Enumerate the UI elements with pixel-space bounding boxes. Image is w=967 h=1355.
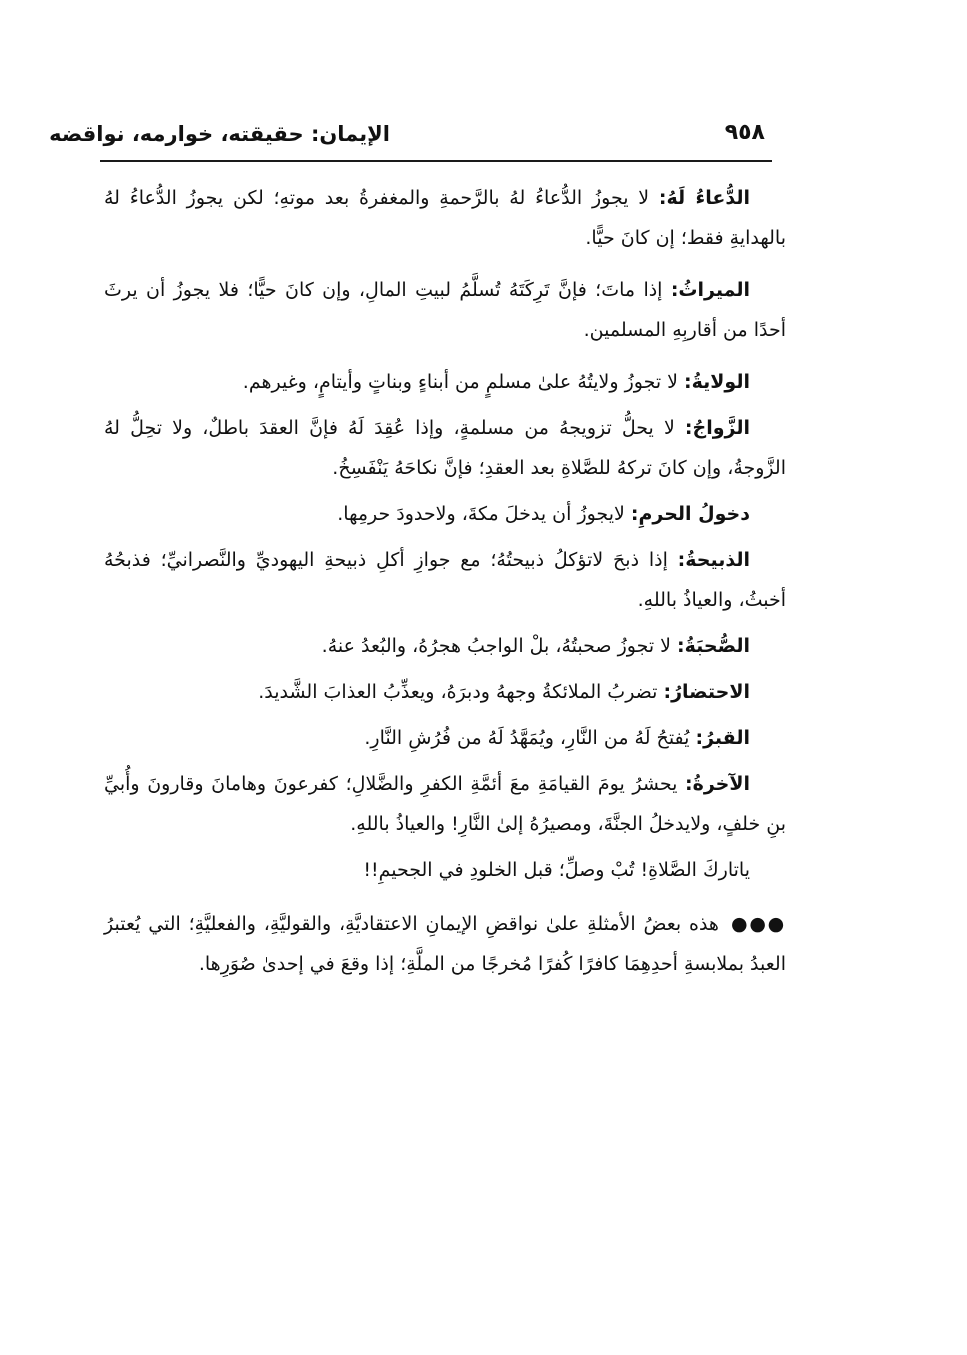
paragraph-text: يُفتحُ لَهُ من النَّارِ، ويُمَهَّدُ لَهُ من فُرُشِ النَّارِ. <box>364 727 696 749</box>
paragraph-term: الميراثُ: <box>670 279 750 301</box>
closing-text: هذه بعضُ الأمثلةِ علىٰ نواقضِ الإيمانِ الاعتقاديَّةِ، والقوليَّةِ، والفعليَّةِ؛ التي يُعتبرُ العبدُ بملابسةِ أحدِهِمَا كافرًا كُفرًا مُخرجًا من الملَّةِ؛ إذا وقعَ في إحدىٰ صُوَرِها. <box>104 913 786 975</box>
paragraph-text: إذا ماتَ؛ فإنَّ تَرِكَتَهُ تُسلَّمُ لبيتِ المالِ، وإن كانَ حيًّا؛ فلا يجوزُ أن يرثَ أحدًا من أقاربِهِ المسلمين. <box>104 279 786 341</box>
paragraph-marriage <box>104 408 786 488</box>
paragraph-text: لا يجوزُ الدُّعاءُ لهُ بالرَّحمةِ والمغفرةُ بعد موتهِ؛ لكن يجوزُ الدُّعاءُ لهُ بالهدايةِ فقط؛ إن كانَ حيًّا. <box>104 187 786 249</box>
paragraph-term: دخولُ الحرمِ: <box>630 503 750 525</box>
closing-paragraph <box>104 904 786 984</box>
paragraph-dua <box>104 178 786 258</box>
paragraph-term: القبرُ: <box>695 727 750 749</box>
paragraph-text: لا يحلُّ تزويجهُ من مسلمةٍ، وإذا عُقِدَ لَهُ فإنَّ العقدَ باطلٌ، ولا تحِلُّ لهُ الزَّوجةُ، وإن كانَ تركهُ للصَّلاةِ بعد العقدِ؛ فإنَّ نكاحَهُ يَنْفَسِخُ. <box>104 417 786 479</box>
paragraph-term: الزَّواجُ: <box>684 417 750 439</box>
paragraph-text: ياتاركَ الصَّلاةِ! تُبْ وصلِّ؛ قبل الخلودِ في الجحيمِ!! <box>363 859 750 881</box>
paragraph-hereafter <box>104 764 786 844</box>
header-rule <box>100 160 772 162</box>
paragraph-companionship <box>104 626 786 666</box>
paragraph-haram <box>104 494 786 534</box>
paragraph-term: الولايةُ: <box>684 371 750 393</box>
page-header <box>49 118 770 158</box>
paragraph-grave <box>104 718 786 758</box>
paragraph-term: الدُّعاءُ لَهُ: <box>658 187 750 209</box>
paragraph-inheritance <box>104 270 786 350</box>
paragraph-text: إذا ذبحَ لاتؤكلُ ذبيحتُهُ؛ مع جوازِ أكلِ ذبيحةِ اليهوديِّ والنَّصرانيِّ؛ فذبحُهُ أخبثُ، والعياذُ باللهِ. <box>104 549 786 611</box>
paragraph-term: الآخرةُ: <box>685 773 750 795</box>
paragraph-slaughter <box>104 540 786 620</box>
paragraph-death <box>104 672 786 712</box>
paragraph-text: لا تجوزُ صحبتُهُ، بلْ الواجبُ هجرُهُ، والبُعدُ عنهُ. <box>321 635 678 657</box>
paragraph-text: يحشرُ يومَ القيامَةِ معَ أئمَّةِ الكفرِ والضَّلالِ؛ كفرعونَ وهامانَ وقارونَ وأُبيِّ بنِ خلفٍ، ولايدخلُ الجنَّةَ، ومصيرُهُ إلىٰ النَّارِ! والعياذُ باللهِ. <box>104 773 786 835</box>
body-text <box>104 178 786 996</box>
paragraph-guardianship <box>104 362 786 402</box>
page-number: ٩٥٨ <box>724 120 765 145</box>
paragraph-exhortation <box>104 850 786 890</box>
paragraph-text: تضربُ الملائكةُ وجههُ ودبرَهُ، ويعذِّبُ العذابَ الشَّديدَ. <box>258 681 664 703</box>
paragraph-text: لا تجوزُ ولايتُهُ علىٰ مسلمٍ من أبناءٍ وبناتٍ وأيتامٍ، وغيرهم. <box>242 371 685 393</box>
paragraph-term: الصُّحبَةُ: <box>677 635 750 657</box>
running-title: الإيمان: حقيقته، خوارمه، نواقضه <box>49 122 390 146</box>
bullet-marks: ●●● <box>730 913 786 935</box>
paragraph-text: لايجوزُ أن يدخلَ مكةَ، ولاحدودَ حرمِها. <box>337 503 631 525</box>
paragraph-term: الاحتضارُ: <box>663 681 750 703</box>
paragraph-term: الذبيحةُ: <box>677 549 750 571</box>
